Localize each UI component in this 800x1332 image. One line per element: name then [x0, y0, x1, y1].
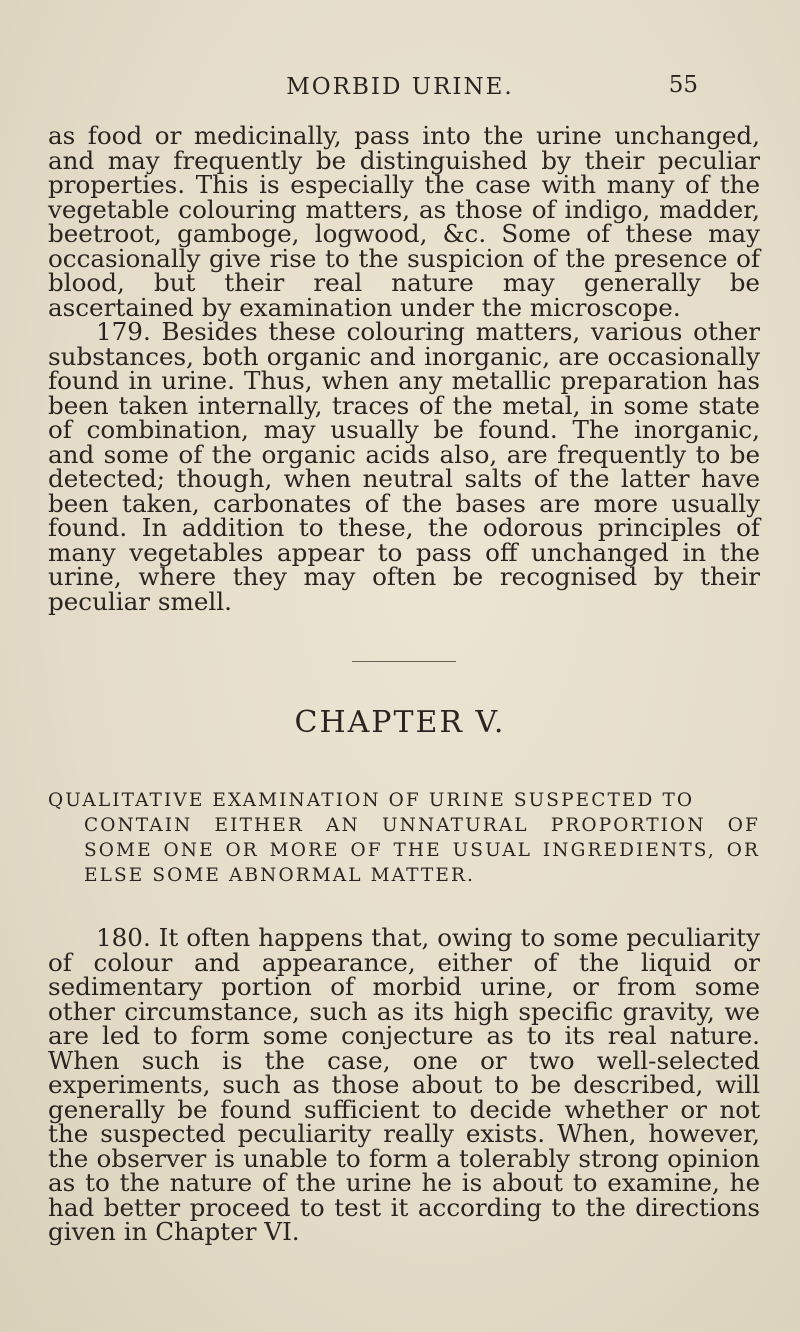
- paragraph-179: 179. Besides these colouring matters, various other substances, both organic and inorganic, are occasionally found in urine. Thus, when any metallic preparation has been taken internally, traces of the metal, in some state of combination, may usually be found. The inorganic, and some of the organic acids also, are frequently to be detected; though, when neutral salts of the latter have been taken, carbonates of the bases are more usually found. In addition to these, the odorous principles of many vegetables appear to pass off unchanged in the urine, where they may often be recognised by their peculiar smell.: [48, 317, 760, 616]
- chapter-title: CHAPTER V.: [294, 705, 506, 740]
- chapter-subtitle-rest: CONTAIN EITHER AN UNNATURAL PROPORTION OF SOME ONE OR MORE OF THE USUAL INGREDIENTS, OR ELSE SOME ABNORMAL MATTER.: [84, 815, 760, 886]
- page-number: 55: [668, 72, 698, 98]
- running-head: MORBID URINE.: [286, 74, 514, 100]
- chapter-subtitle-first-line: QUALITATIVE EXAMINATION OF URINE SUSPECTED TO: [48, 790, 695, 811]
- section-divider: [352, 661, 456, 662]
- text-block-bottom: [48, 923, 760, 1246]
- paragraph-continuation: as food or medicinally, pass into the urine unchanged, and may frequently be distinguished by their peculiar properties. This is especially the case with many of the vegetable colouring matters, as those of indigo, madder, beetroot, gamboge, logwood, &c. Some of these may occasionally give rise to the suspicion of the presence of blood, but their real nature may generally be ascertained by examination under the microscope.: [48, 121, 760, 322]
- text-block-top: [48, 121, 760, 616]
- chapter-subtitle: [48, 788, 760, 888]
- paragraph-180: 180. It often happens that, owing to some peculiarity of colour and appearance, either of the liquid or sedimentary portion of morbid urine, or from some other circumstance, such as its high specific gravity, we are led to form some conjecture as to its real nature. When such is the case, one or two well-selected experiments, such as those about to be described, will generally be found sufficient to decide whether or not the suspected peculiarity really exists. When, however, the observer is unable to form a tolerably strong opinion as to the nature of the urine he is about to examine, he had better proceed to test it according to the directions given in Chapter VI.: [48, 923, 760, 1246]
